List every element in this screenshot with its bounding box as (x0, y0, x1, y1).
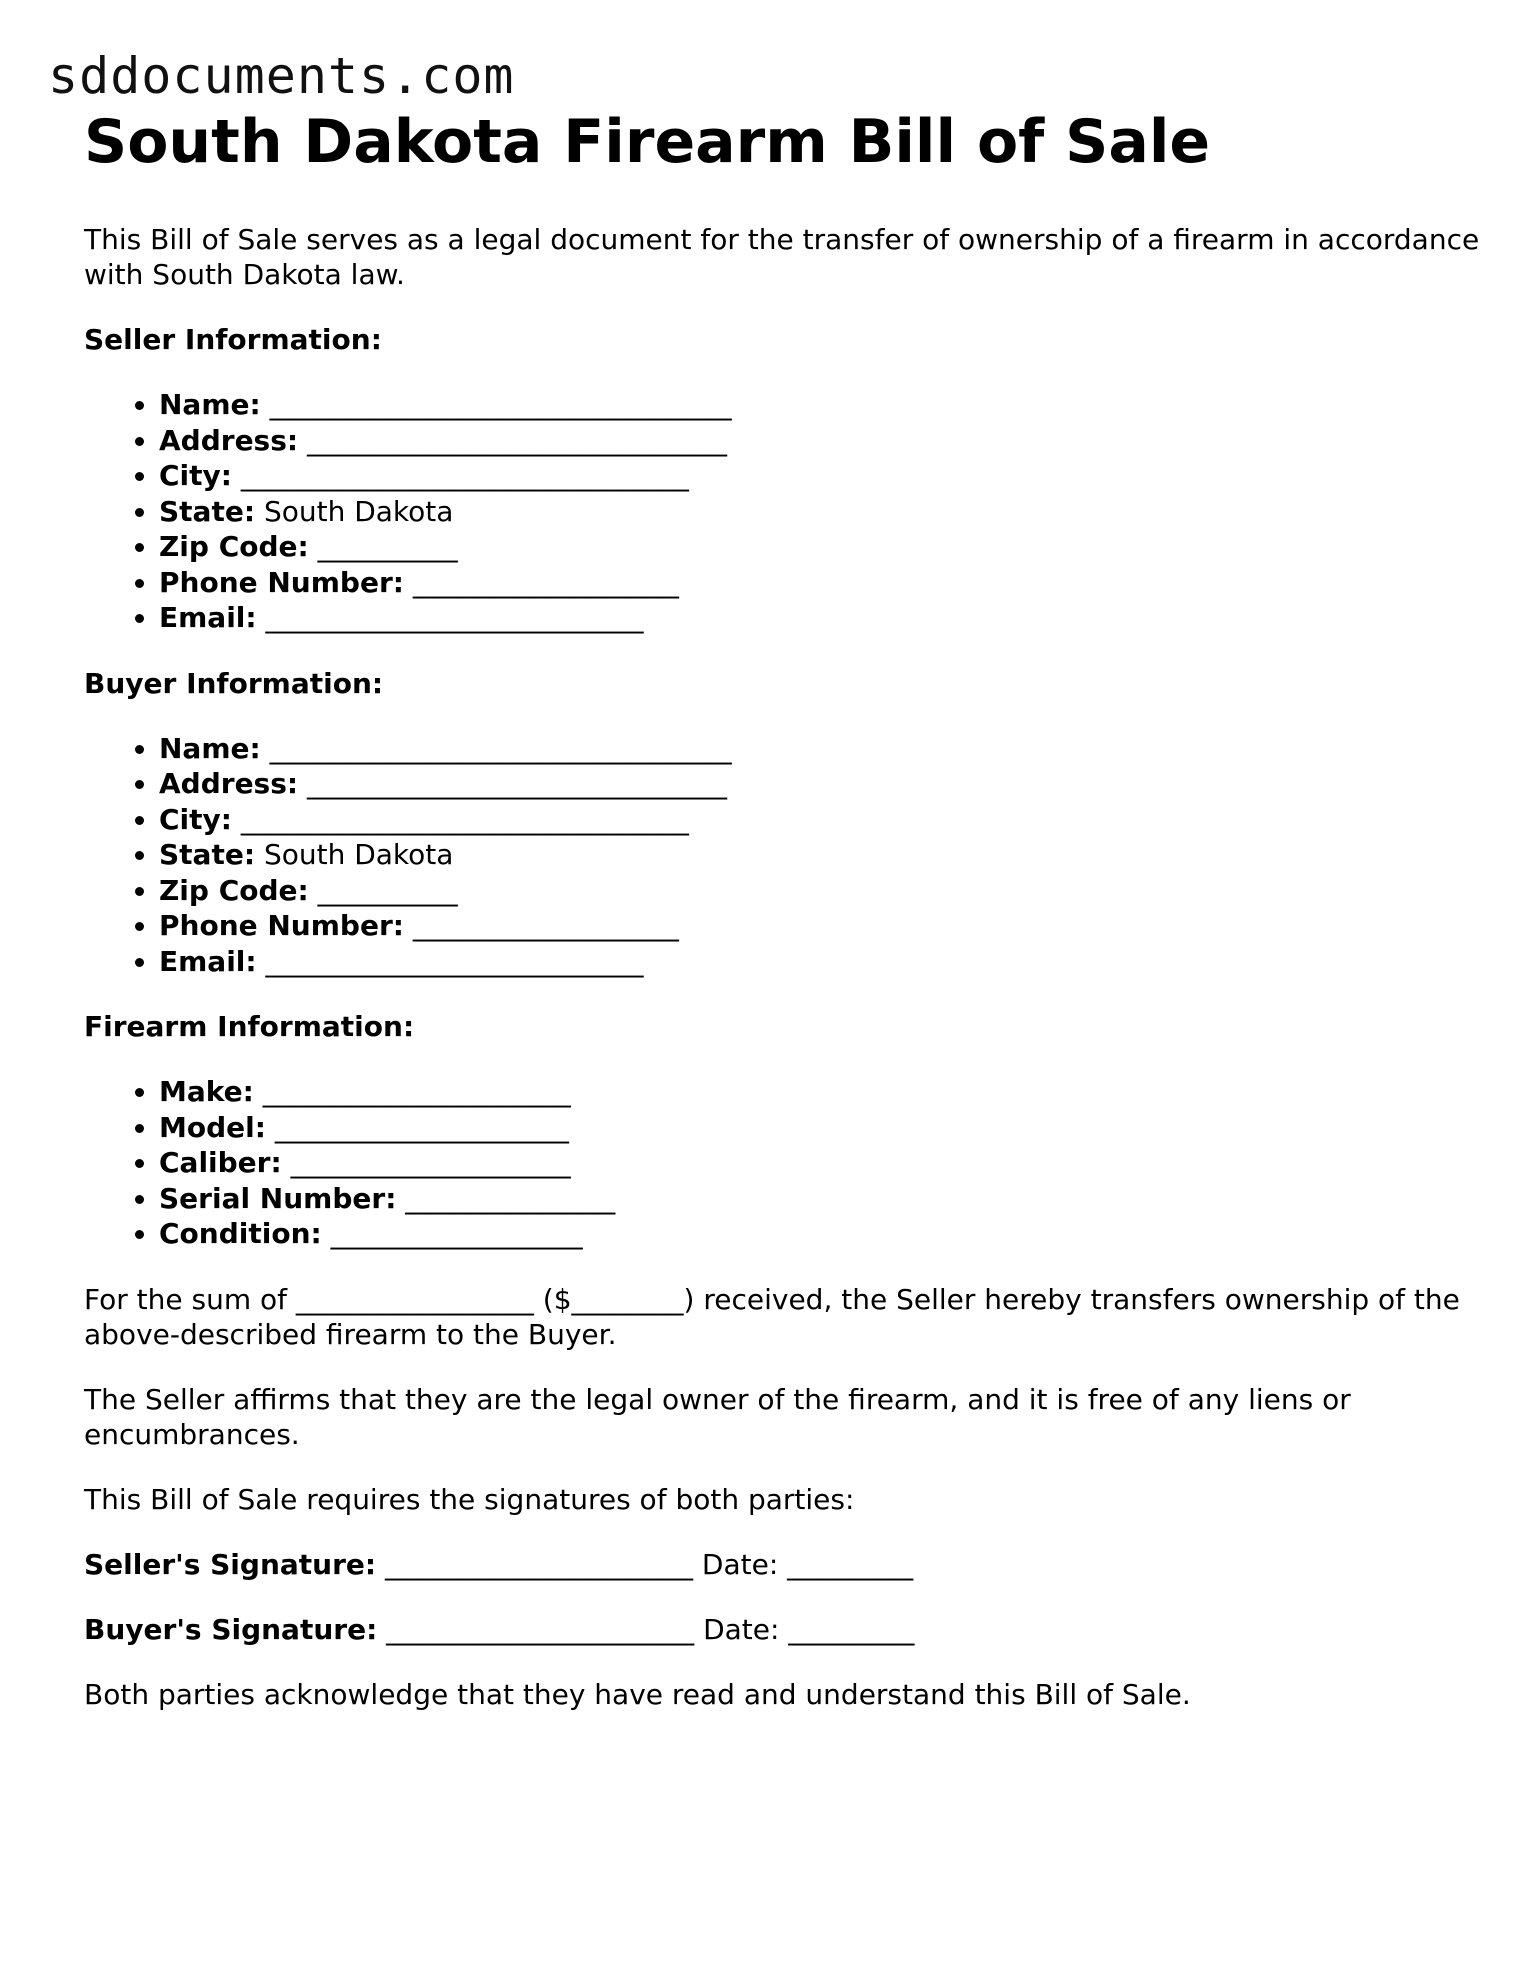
seller-section-heading: Seller Information: (84, 323, 382, 356)
affirm-paragraph: The Seller affirms that they are the legal owner of the firearm, and it is free of any liens or encumbrances. (84, 1382, 1351, 1451)
field-value: __________ (317, 873, 458, 907)
field-value: South Dakota (263, 838, 454, 871)
field-value: ______________________________ (307, 767, 727, 800)
closing-paragraph: Both parties acknowledge that they have read and understand this Bill of Sale. (84, 1677, 1191, 1711)
document-title: South Dakota Firearm Bill of Sale (84, 107, 1211, 177)
field-label: Phone Number: (159, 565, 404, 599)
date-blank: _________ (788, 1612, 915, 1646)
field-label: Address: (159, 423, 299, 457)
seller-email-field (159, 600, 1484, 636)
field-value: __________________ (330, 1217, 583, 1250)
buyer-zip-field (159, 873, 1484, 909)
field-label: Email: (159, 601, 257, 634)
field-value: __________ (317, 530, 458, 563)
field-value: _________________________________ (269, 731, 732, 765)
firearm-condition-field (159, 1216, 1484, 1252)
signature-blank: ______________________ (386, 1612, 695, 1646)
seller-state-field (159, 494, 1484, 530)
field-label: State: (159, 494, 256, 528)
firearm-section-heading: Firearm Information: (84, 1010, 415, 1043)
intro-paragraph: This Bill of Sale serves as a legal document for the transfer of ownership of a firearm in accordance with South Dakota law. (84, 223, 1480, 291)
firearm-serial-field (159, 1181, 1484, 1217)
field-label: Make: (159, 1075, 254, 1108)
field-value: _____________________ (274, 1110, 569, 1144)
field-label: City: (159, 459, 232, 492)
field-value: ___________________ (412, 565, 679, 599)
field-label: Zip Code: (159, 873, 309, 907)
field-label: Serial Number: (159, 1181, 397, 1215)
field-label: State: (159, 838, 256, 871)
field-label: Name: (159, 731, 261, 765)
date-blank: _________ (787, 1547, 914, 1581)
field-label: Caliber: (159, 1146, 282, 1179)
date-label: Date: (703, 1612, 780, 1646)
field-value: ______________________ (262, 1075, 571, 1108)
signature-label: Seller's Signature: (84, 1547, 377, 1581)
buyer-signature-line (84, 1612, 1484, 1647)
field-label: Condition: (159, 1217, 322, 1250)
field-label: City: (159, 802, 232, 836)
field-value: South Dakota (263, 494, 454, 528)
signature-blank: ______________________ (385, 1547, 693, 1581)
field-value: _______________ (405, 1181, 616, 1215)
sum-paragraph: For the sum of _________________ ($________) received, the Seller hereby transfers ownership of the above-described firearm to the Buyer. (84, 1282, 1460, 1351)
field-label: Model: (159, 1110, 266, 1144)
field-label: Address: (159, 767, 299, 800)
buyer-section-heading: Buyer Information: (84, 666, 384, 700)
seller-zip-field (159, 529, 1484, 565)
field-value: ___________________________ (265, 601, 644, 634)
date-label: Date: (701, 1547, 779, 1581)
document-body (84, 104, 1484, 1712)
field-value: ___________________________ (265, 944, 644, 978)
seller-signature-line (84, 1547, 1484, 1582)
buyer-state-field (159, 837, 1484, 873)
firearm-fields-list (84, 1074, 1484, 1252)
field-label: Zip Code: (159, 530, 309, 563)
buyer-address-field (159, 766, 1484, 802)
field-value: ___________________ (412, 909, 679, 942)
field-value: _________________________________ (269, 388, 732, 421)
firearm-make-field (159, 1074, 1484, 1110)
buyer-name-field (159, 731, 1484, 767)
signature-intro: This Bill of Sale requires the signatures of both parties: (84, 1482, 855, 1516)
field-value: ______________________________ (307, 423, 727, 457)
field-label: Phone Number: (159, 909, 404, 942)
firearm-model-field (159, 1110, 1484, 1146)
site-watermark: sddocuments.com (48, 47, 515, 105)
field-label: Name: (159, 388, 261, 421)
buyer-phone-field (159, 908, 1484, 944)
field-value: ________________________________ (240, 459, 689, 492)
field-label: Email: (159, 944, 257, 978)
seller-fields-list (84, 387, 1484, 636)
buyer-city-field (159, 802, 1484, 838)
signature-label: Buyer's Signature: (84, 1612, 378, 1646)
seller-name-field (159, 387, 1484, 423)
buyer-email-field (159, 944, 1484, 980)
seller-phone-field (159, 565, 1484, 601)
field-value: ________________________________ (240, 802, 689, 836)
firearm-caliber-field (159, 1145, 1484, 1181)
seller-city-field (159, 458, 1484, 494)
field-value: ____________________ (290, 1146, 571, 1179)
buyer-fields-list (84, 731, 1484, 980)
seller-address-field (159, 423, 1484, 459)
